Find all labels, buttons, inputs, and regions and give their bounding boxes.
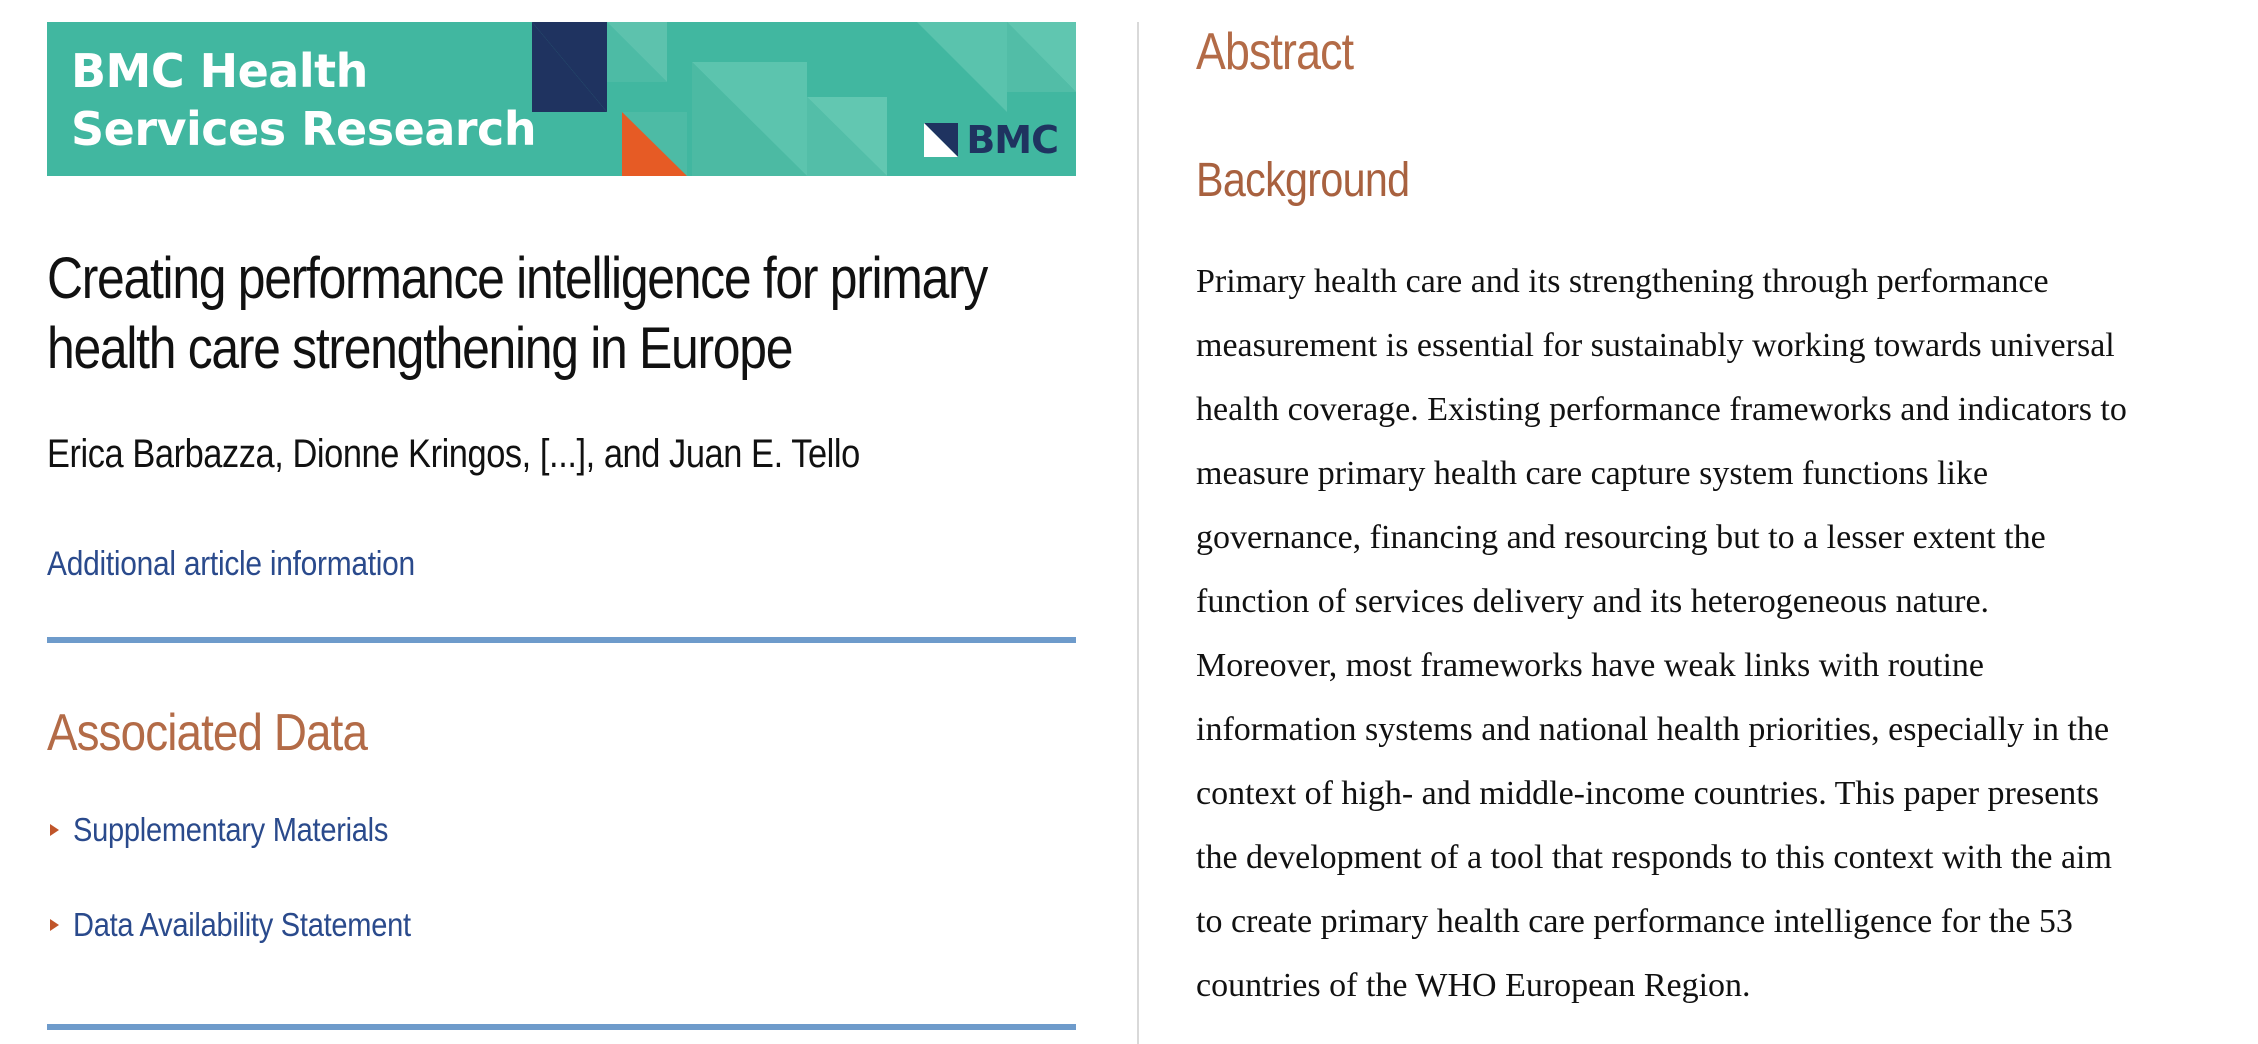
article-title: Creating performance intelligence for primary health care strengthening in Europe: [47, 246, 987, 381]
data-availability-toggle[interactable]: [50, 906, 457, 944]
expand-triangle-icon: [50, 919, 59, 931]
abstract-line: to create primary health care performance intelligence for the 53: [1196, 903, 2073, 940]
abstract-line: measurement is essential for sustainably working towards universal: [1196, 327, 2115, 364]
section-divider: [47, 637, 1076, 643]
additional-article-info-link[interactable]: Additional article information: [47, 545, 415, 583]
expand-triangle-icon: [50, 824, 59, 836]
abstract-line: information systems and national health priorities, especially in the: [1196, 711, 2110, 748]
associated-data-heading: Associated Data: [47, 704, 368, 762]
bmc-logo-text: BMC: [966, 118, 1058, 162]
data-availability-statement-link[interactable]: Data Availability Statement: [73, 906, 411, 943]
abstract-line: Primary health care and its strengthening through performance: [1196, 263, 2049, 300]
supplementary-materials-toggle[interactable]: [50, 811, 431, 849]
abstract-line: context of high- and middle-income countries. This paper presents: [1196, 775, 2099, 812]
background-heading: Background: [1196, 154, 1410, 207]
journal-banner[interactable]: [47, 22, 1076, 176]
abstract-line: health coverage. Existing performance frameworks and indicators to: [1196, 391, 2127, 428]
journal-name-line1: BMC Health: [71, 44, 368, 98]
section-divider: [47, 1024, 1076, 1030]
journal-name: [71, 42, 536, 158]
abstract-line: Moreover, most frameworks have weak links with routine: [1196, 647, 1984, 684]
column-divider: [1137, 22, 1139, 1044]
bmc-logo: [924, 118, 1058, 162]
abstract-heading: Abstract: [1196, 23, 1354, 81]
supplementary-materials-link[interactable]: Supplementary Materials: [73, 811, 389, 848]
journal-name-line2: Services Research: [71, 102, 537, 156]
abstract-line: measure primary health care capture system functions like: [1196, 455, 1989, 492]
abstract-line: governance, financing and resourcing but to a lesser extent the: [1196, 519, 2046, 556]
abstract-line: the development of a tool that responds to this context with the aim: [1196, 839, 2112, 876]
abstract-line: countries of the WHO European Region.: [1196, 967, 1751, 1004]
bmc-logo-icon: [924, 123, 958, 157]
author-list[interactable]: Erica Barbazza, Dionne Kringos, [...], and Juan E. Tello: [47, 432, 860, 476]
abstract-line: function of services delivery and its heterogeneous nature.: [1196, 583, 1990, 620]
